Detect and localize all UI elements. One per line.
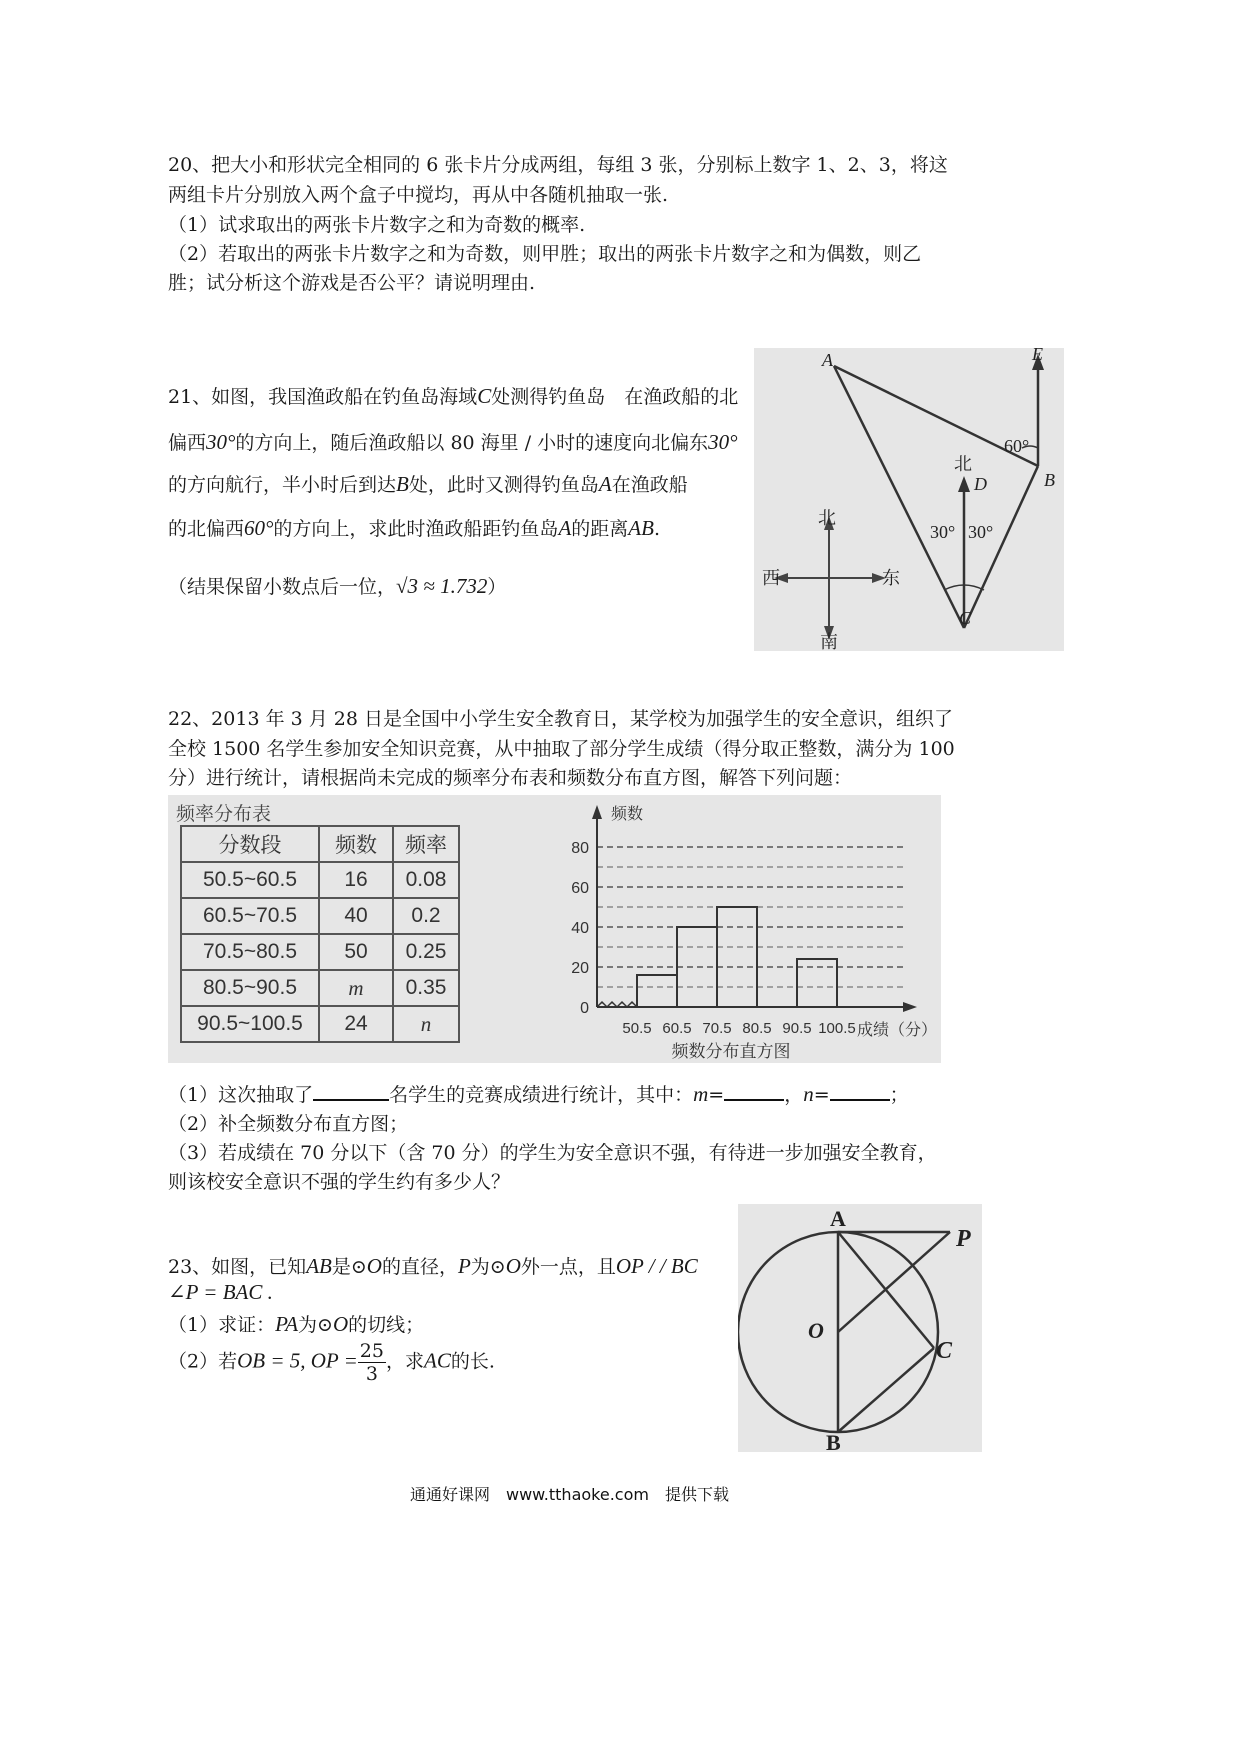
freq-table-title: 频率分布表 (176, 803, 272, 825)
table-row: 50.5~60.5 16 0.08 (181, 862, 459, 898)
q22-part-2: （2）补全频数分布直方图； (168, 1113, 409, 1135)
q21-line-3: 的方向航行，半小时后到达B处，此时又测得钓鱼岛A在渔政船 (168, 472, 688, 496)
fig21-label-a: A (822, 350, 833, 370)
table-row: 60.5~70.5 40 0.2 (181, 898, 459, 934)
q21-line-2: 偏西30°的方向上，随后渔政船以 80 海里 / 小时的速度向北偏东30° (168, 430, 738, 454)
fig23-label-p: P (956, 1226, 971, 1252)
x-tick-label: 60.5 (662, 1020, 692, 1037)
q20-line-1: 20、把大小和形状完全相同的 6 张卡片分成两组，每组 3 张，分别标上数字 1、2、3，将这 (168, 154, 948, 176)
q23-part-2: （2）若OB = 5, OP = $\frac{25}{3}$ ，求AC的长. (168, 1340, 495, 1385)
q21-line-4: 的北偏西60°的方向上，求此时渔政船距钓鱼岛A的距离AB. (168, 516, 660, 540)
histogram-bar (717, 907, 757, 1007)
page-footer: 通通好课网 www.tthaoke.com 提供下载 (410, 1485, 729, 1504)
table-header: 频率 (393, 826, 459, 862)
x-tick-label: 50.5 (622, 1020, 652, 1037)
fig21-angle-30-left: 30° (930, 522, 956, 542)
q23-line-2: ∠P = BAC . (168, 1280, 273, 1304)
fig21-compass-east: 东 (882, 568, 900, 588)
y-axis-arrow (592, 805, 602, 819)
x-axis-arrow (903, 1002, 917, 1012)
x-axis-label: 成绩（分） (857, 1020, 938, 1039)
fig21-label-e: E (1032, 348, 1043, 364)
y-tick-label: 40 (571, 920, 589, 937)
table-row: 80.5~90.5 m 0.35 (181, 970, 459, 1006)
x-tick-label: 70.5 (702, 1020, 732, 1037)
histogram-bar (797, 959, 837, 1007)
frequency-histogram (561, 795, 941, 1063)
q22-line-2: 全校 1500 名学生参加安全知识竞赛，从中抽取了部分学生成绩（得分取正整数，满分为 100 (168, 738, 955, 760)
q20-part-2a: （2）若取出的两张卡片数字之和为奇数，则甲胜；取出的两张卡片数字之和为偶数，则乙 (168, 243, 922, 265)
q21-note: （结果保留小数点后一位，√3 ≈ 1.732） (168, 574, 507, 598)
q23-figure (738, 1204, 982, 1452)
fig23-label-c: C (936, 1338, 953, 1364)
table-row: 90.5~100.5 24 n (181, 1006, 459, 1042)
q20-part-2b: 胜；试分析这个游戏是否公平？请说明理由. (168, 272, 536, 294)
fig21-label-c: C (959, 608, 972, 628)
frequency-table (180, 825, 460, 1043)
q21-figure (754, 348, 1064, 651)
point-c-label: C (477, 384, 492, 408)
table-header: 频数 (319, 826, 393, 862)
q22-part-3a: （3）若成绩在 70 分以下（含 70 分）的学生为安全意识不强，有待进一步加强安全教育， (168, 1142, 937, 1164)
q23-line-1: 23、如图，已知AB是⊙O的直径，P为⊙O外一点，且OP / / BC (168, 1254, 698, 1278)
table-row: 70.5~80.5 50 0.25 (181, 934, 459, 970)
x-tick-label: 100.5 (818, 1020, 856, 1037)
fig21-compass-west: 西 (762, 568, 780, 588)
q23-circle-diagram (738, 1204, 982, 1452)
fig21-angle-60: 60° (1004, 436, 1030, 456)
fig21-compass-north: 北 (818, 508, 836, 528)
q22-line-1: 22、2013 年 3 月 28 日是全国中小学生安全教育日，某学校为加强学生的安全意识，组织了 (168, 708, 953, 730)
fig23-label-b: B (826, 1430, 841, 1452)
answer-blank-n[interactable] (830, 1081, 890, 1101)
q23-part-1: （1）求证：PA为⊙O的切线； (168, 1312, 425, 1336)
y-tick-label: 20 (571, 960, 589, 977)
q20-line-2: 两组卡片分别放入两个盒子中搅均，再从中各随机抽取一张. (168, 184, 669, 206)
answer-blank-total[interactable] (313, 1081, 389, 1101)
table-header: 分数段 (181, 826, 319, 862)
y-tick-label: 80 (571, 840, 589, 857)
y-tick-label: 60 (571, 880, 589, 897)
q21-diagram (754, 348, 1064, 651)
histogram-title: 频数分布直方图 (671, 1042, 791, 1062)
y-tick-label: 0 (580, 1000, 589, 1017)
q21-line-1: 21、如图，我国渔政船在钓鱼岛海域C处测得钓鱼岛 在渔政船的北 (168, 384, 739, 408)
sqrt3-approx: √3 ≈ 1.732 (396, 574, 488, 598)
fig21-label-d: D (974, 474, 987, 494)
fig21-north-arrow-label: 北 (954, 454, 972, 474)
fig21-angle-30-right: 30° (968, 522, 994, 542)
fig23-label-o: O (808, 1318, 824, 1343)
x-tick-label: 80.5 (742, 1020, 772, 1037)
fig21-compass-south: 南 (820, 632, 838, 651)
q22-figure (168, 795, 941, 1063)
q22-part-3b: 则该校安全意识不强的学生约有多少人？ (168, 1171, 511, 1193)
q22-part-1: （1）这次抽取了 名学生的竞赛成绩进行统计，其中：m= ，n= ； (168, 1082, 909, 1106)
histogram-bar (637, 975, 677, 1007)
q22-line-3: 分）进行统计，请根据尚未完成的频率分布表和频数分布直方图，解答下列问题： (168, 767, 853, 789)
y-axis-label: 频数 (611, 804, 644, 823)
x-tick-label: 90.5 (782, 1020, 812, 1037)
q20-part-1: （1）试求取出的两张卡片数字之和为奇数的概率. (168, 214, 586, 236)
fig23-label-a: A (830, 1206, 846, 1231)
fraction-25-3: $\frac{25}{3}$ (359, 1340, 384, 1385)
fig21-label-b: B (1044, 470, 1055, 490)
answer-blank-m[interactable] (724, 1081, 784, 1101)
